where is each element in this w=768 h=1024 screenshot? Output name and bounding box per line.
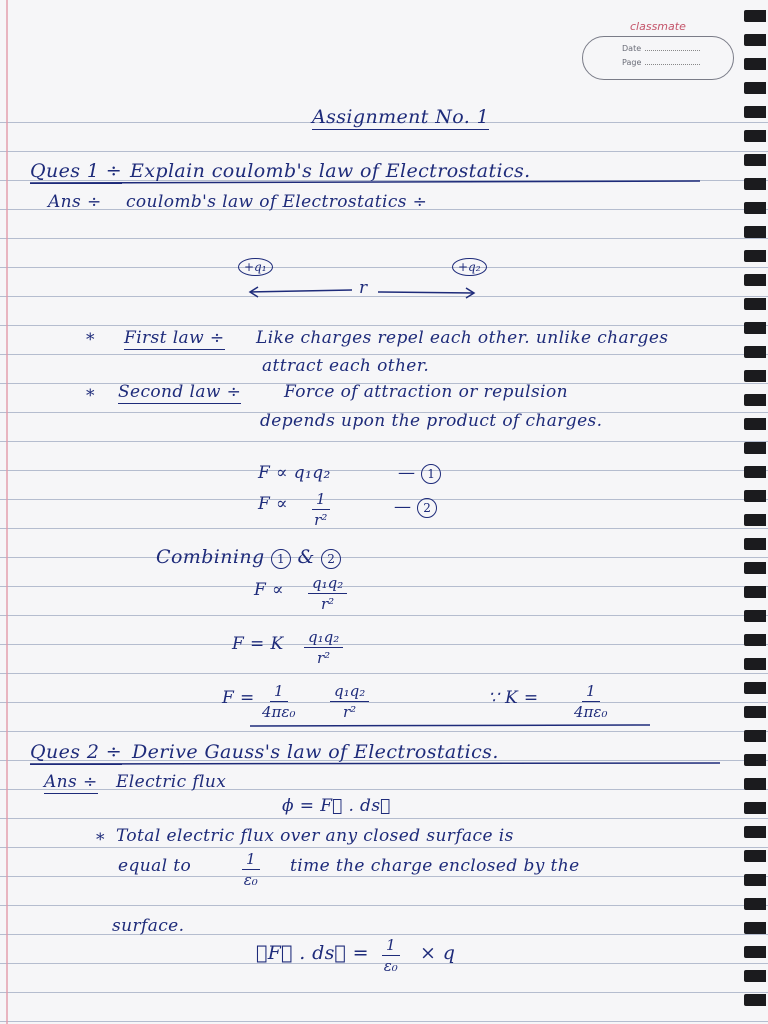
distance-arrow-right <box>378 292 474 293</box>
equation-4-lhs: F = K <box>232 634 284 654</box>
second-law-label: Second law ÷ <box>118 382 242 402</box>
statement-line-2a: equal to <box>118 856 192 876</box>
q2-label: Ques 2 ÷ <box>30 741 123 763</box>
combining-text: Combining 1 & 2 <box>156 546 341 569</box>
bullet-second-law: * <box>86 386 95 406</box>
equation-5-lhs: F = <box>222 688 255 708</box>
q2-answer-heading: Electric flux <box>116 772 227 792</box>
flux-equation: ϕ = F⃗ . ds⃗ <box>282 796 391 816</box>
gauss-fraction: $\frac{1}{\text{ε₀}}$ <box>383 936 398 975</box>
equation-2-lhs: F ∝ <box>258 494 288 514</box>
equation-2-number: — 2 <box>394 497 437 518</box>
page-title: Assignment No. 1 <box>312 106 490 128</box>
equation-5-fraction-1: $\frac{1}{\text{4πε₀}}$ <box>262 682 296 721</box>
eq5-underline <box>250 725 650 726</box>
equation-5-since: ∵ K = <box>488 688 539 708</box>
gauss-lhs: ∮F⃗ . ds⃗ = <box>256 942 369 964</box>
statement-fraction: $\frac{1}{\text{ε₀}}$ <box>243 850 258 889</box>
page-label: Page <box>622 58 642 67</box>
equation-1-number: — 1 <box>398 463 441 484</box>
equation-1: F ∝ q₁q₂ <box>258 463 331 483</box>
equation-3-fraction: $\frac{\text{q₁q₂}}{\text{r²}}$ <box>308 574 347 613</box>
statement-line-2b: time the charge enclosed by the <box>290 856 580 876</box>
q1-ans-label: Ans ÷ <box>48 192 102 212</box>
q1-question: Explain coulomb's law of Electrostatics. <box>130 160 531 182</box>
logo-brand: classmate <box>630 20 686 33</box>
q2-question: Derive Gauss's law of Electrostatics. <box>132 741 499 763</box>
distance-arrow-left <box>250 290 352 292</box>
bullet-first-law: * <box>86 330 95 350</box>
q1-underline <box>30 181 700 183</box>
q1-label: Ques 1 ÷ <box>30 160 123 182</box>
equation-2-fraction: $\frac{1}{\text{r²}}$ <box>312 490 330 529</box>
q1-answer-heading: coulomb's law of Electrostatics ÷ <box>126 192 428 212</box>
equation-4-fraction: $\frac{\text{q₁q₂}}{\text{r²}}$ <box>304 628 343 667</box>
equation-3-lhs: F ∝ <box>254 580 284 600</box>
bullet-statement: * <box>96 830 105 850</box>
gauss-rhs: × q <box>420 942 456 964</box>
q2-ans-label: Ans ÷ <box>44 772 98 792</box>
first-law-text-1: Like charges repel each other. unlike charges <box>256 328 669 348</box>
second-law-text-2: depends upon the product of charges. <box>260 411 603 431</box>
q2-underline <box>30 763 720 764</box>
date-label: Date <box>622 44 642 53</box>
second-law-text-1: Force of attraction or repulsion <box>284 382 568 402</box>
statement-line-1: Total electric flux over any closed surface is <box>116 826 514 846</box>
equation-5-k-fraction: $\frac{1}{\text{4πε₀}}$ <box>574 682 608 721</box>
charge-q1: +q₁ <box>238 258 273 276</box>
equation-5-fraction-2: $\frac{\text{q₁q₂}}{\text{r²}}$ <box>330 682 369 721</box>
first-law-text-2: attract each other. <box>262 356 430 376</box>
charge-q2: +q₂ <box>452 258 487 276</box>
distance-label: r <box>359 278 368 298</box>
statement-line-3: surface. <box>112 916 185 936</box>
first-law-label: First law ÷ <box>124 328 225 348</box>
